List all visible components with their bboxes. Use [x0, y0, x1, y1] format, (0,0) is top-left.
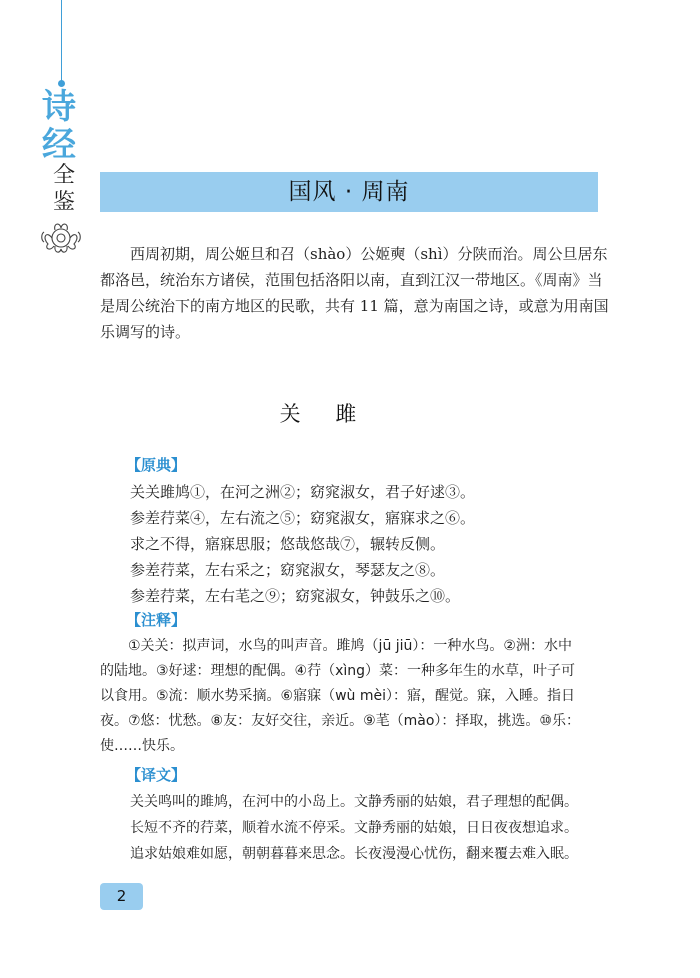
poem-line: 参差荇菜，左右采之；窈窕淑女，琴瑟友之⑧。 [130, 561, 446, 579]
intro-line: 乐调写的诗。 [100, 323, 191, 341]
margin-rule-dot [58, 80, 65, 87]
margin-rule [61, 0, 62, 82]
ornament-icon [38, 218, 84, 258]
note-line: 的陆地。③好逑：理想的配偶。④荇（xìng）菜：一种多年生的水草，叶子可 [100, 663, 576, 679]
poem-line: 关关雎鸠①，在河之洲②；窈窕淑女，君子好逑③。 [130, 483, 476, 501]
translation-line: 关关鸣叫的雎鸠，在河中的小岛上。文静秀丽的姑娘，君子理想的配偶。 [130, 794, 578, 810]
note-line: 夜。⑦悠：忧愁。⑧友：友好交往，亲近。⑨芼（mào）：择取，挑选。⑩乐： [100, 713, 580, 729]
section-heading-translation: 【译文】 [126, 766, 187, 784]
section-heading-notes: 【注释】 [126, 611, 187, 629]
poem-line: 求之不得，寤寐思服；悠哉悠哉⑦，辗转反侧。 [130, 535, 446, 553]
book-logo-char-1: 诗 [42, 87, 76, 127]
intro-line: 西周初期，周公姬旦和召（shào）公姬奭（shì）分陕而治。周公旦居东 [130, 245, 608, 263]
poem-line: 参差荇菜，左右芼之⑨；窈窕淑女，钟鼓乐之⑩。 [130, 587, 461, 605]
note-line: 以食用。⑤流：顺水势采摘。⑥寤寐（wù mèi）：寤，醒觉。寐，入睡。指日 [100, 688, 576, 704]
intro-paragraph [100, 241, 609, 345]
poem-line: 参差荇菜④，左右流之⑤；窈窕淑女，寤寐求之⑥。 [130, 509, 476, 527]
intro-line: 都洛邑，统治东方诸侯，范围包括洛阳以南，直到江汉一带地区。《周南》当 [100, 271, 603, 289]
translation-text [130, 789, 600, 867]
book-logo-char-4: 鉴 [53, 190, 76, 215]
book-logo-char-2: 经 [42, 125, 76, 165]
note-line: ①关关：拟声词，水鸟的叫声音。雎鸠（jū jiū）：一种水鸟。②洲：水中 [100, 638, 572, 654]
original-text [130, 479, 590, 609]
book-logo-char-3: 全 [53, 163, 76, 188]
translation-line: 长短不齐的荇菜，顺着水流不停采。文静秀丽的姑娘，日日夜夜想追求。 [130, 820, 578, 836]
poem-title: 关 雎 [279, 402, 371, 426]
section-heading-original: 【原典】 [126, 456, 187, 474]
notes-text [100, 634, 600, 759]
note-line: 使……快乐。 [100, 738, 184, 754]
intro-line: 是周公统治下的南方地区的民歌，共有 11 篇，意为南国之诗，或意为用南国 [100, 297, 609, 315]
page-number: 2 [100, 883, 143, 910]
section-banner-title: 国风 · 周南 [100, 172, 598, 212]
translation-line: 追求姑娘难如愿，朝朝暮暮来思念。长夜漫漫心忧伤，翻来覆去难入眠。 [130, 846, 578, 862]
